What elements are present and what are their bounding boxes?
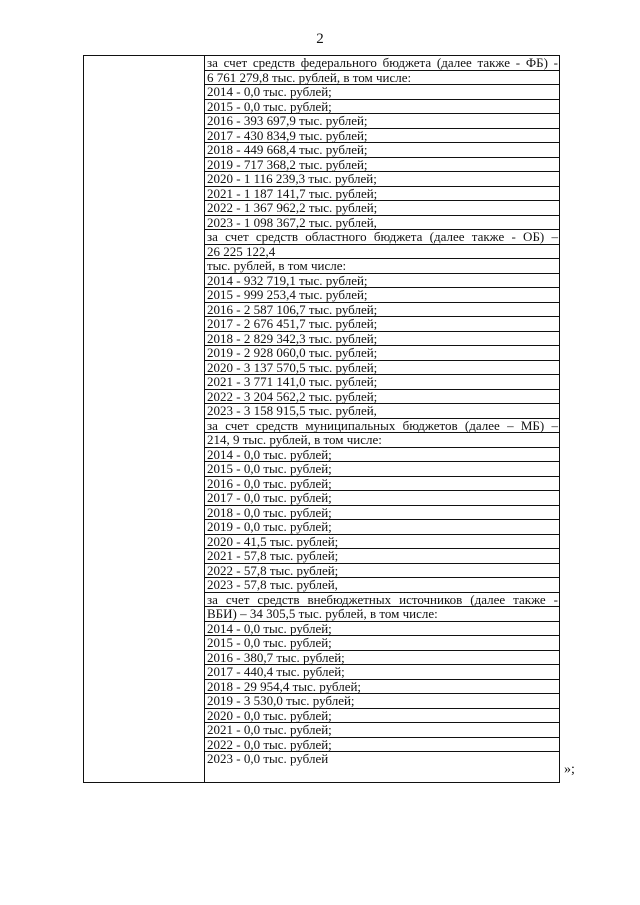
funding-line: 2020 - 41,5 тыс. рублей;: [205, 535, 559, 550]
closing-quote-mark: »;: [564, 762, 575, 777]
funding-line: 2016 - 380,7 тыс. рублей;: [205, 651, 559, 666]
funding-line: 2016 - 2 587 106,7 тыс. рублей;: [205, 303, 559, 318]
funding-line: 2021 - 3 771 141,0 тыс. рублей;: [205, 375, 559, 390]
funding-line: 2021 - 0,0 тыс. рублей;: [205, 723, 559, 738]
funding-line: за счет средств внебюджетных источников (далее также -: [207, 592, 558, 607]
funding-line: 2023 - 57,8 тыс. рублей,: [205, 578, 559, 593]
funding-line: 2014 - 932 719,1 тыс. рублей;: [205, 274, 559, 289]
funding-line: 2017 - 430 834,9 тыс. рублей;: [205, 129, 559, 144]
funding-line: 2022 - 0,0 тыс. рублей;: [205, 738, 559, 753]
funding-line: 2017 - 2 676 451,7 тыс. рублей;: [205, 317, 559, 332]
funding-line: за счет средств муниципальных бюджетов (далее – МБ) –: [207, 418, 558, 433]
funding-line: 2016 - 0,0 тыс. рублей;: [205, 477, 559, 492]
funding-line: 2015 - 0,0 тыс. рублей;: [205, 636, 559, 651]
funding-line: 2023 - 1 098 367,2 тыс. рублей,: [205, 216, 559, 231]
funding-line: 2017 - 440,4 тыс. рублей;: [205, 665, 559, 680]
funding-line: 2019 - 717 368,2 тыс. рублей;: [205, 158, 559, 173]
funding-line: 2018 - 29 954,4 тыс. рублей;: [205, 680, 559, 695]
page-number: 2: [316, 31, 324, 47]
funding-line: 2021 - 57,8 тыс. рублей;: [205, 549, 559, 564]
funding-line: 2019 - 2 928 060,0 тыс. рублей;: [205, 346, 559, 361]
funding-line: 2014 - 0,0 тыс. рублей;: [205, 85, 559, 100]
funding-line: 2017 - 0,0 тыс. рублей;: [205, 491, 559, 506]
funding-line: 26 225 122,4: [205, 245, 559, 260]
funding-line: 214, 9 тыс. рублей, в том числе:: [205, 433, 559, 448]
funding-line: 2015 - 0,0 тыс. рублей;: [205, 100, 559, 115]
funding-line: 2020 - 3 137 570,5 тыс. рублей;: [205, 361, 559, 376]
funding-line: 2020 - 0,0 тыс. рублей;: [205, 709, 559, 724]
funding-line: 2022 - 1 367 962,2 тыс. рублей;: [205, 201, 559, 216]
funding-line: 6 761 279,8 тыс. рублей, в том числе:: [205, 71, 559, 86]
funding-line: 2019 - 0,0 тыс. рублей;: [205, 520, 559, 535]
funding-table: [83, 55, 560, 783]
funding-line: 2018 - 449 668,4 тыс. рублей;: [205, 143, 559, 158]
funding-line: 2020 - 1 116 239,3 тыс. рублей;: [205, 172, 559, 187]
funding-line: 2022 - 57,8 тыс. рублей;: [205, 564, 559, 579]
funding-line: 2021 - 1 187 141,7 тыс. рублей;: [205, 187, 559, 202]
funding-line: ВБИ) – 34 305,5 тыс. рублей, в том числе:: [205, 607, 559, 622]
funding-line: за счет средств федерального бюджета (далее также - ФБ) -: [207, 56, 558, 70]
funding-line: 2015 - 999 253,4 тыс. рублей;: [205, 288, 559, 303]
funding-line: 2014 - 0,0 тыс. рублей;: [205, 448, 559, 463]
funding-line: 2022 - 3 204 562,2 тыс. рублей;: [205, 390, 559, 405]
funding-line: 2023 - 0,0 тыс. рублей: [207, 751, 329, 766]
funding-line: 2014 - 0,0 тыс. рублей;: [205, 622, 559, 637]
funding-line: 2018 - 2 829 342,3 тыс. рублей;: [205, 332, 559, 347]
funding-line: за счет средств областного бюджета (далее также - ОБ) –: [207, 230, 558, 244]
funding-line: 2016 - 393 697,9 тыс. рублей;: [205, 114, 559, 129]
funding-line: тыс. рублей, в том числе:: [205, 259, 559, 274]
funding-line: 2019 - 3 530,0 тыс. рублей;: [205, 694, 559, 709]
funding-details-cell: [205, 56, 559, 782]
funding-line: 2015 - 0,0 тыс. рублей;: [205, 462, 559, 477]
funding-line: 2018 - 0,0 тыс. рублей;: [205, 506, 559, 521]
funding-line: 2023 - 3 158 915,5 тыс. рублей,: [205, 404, 559, 419]
